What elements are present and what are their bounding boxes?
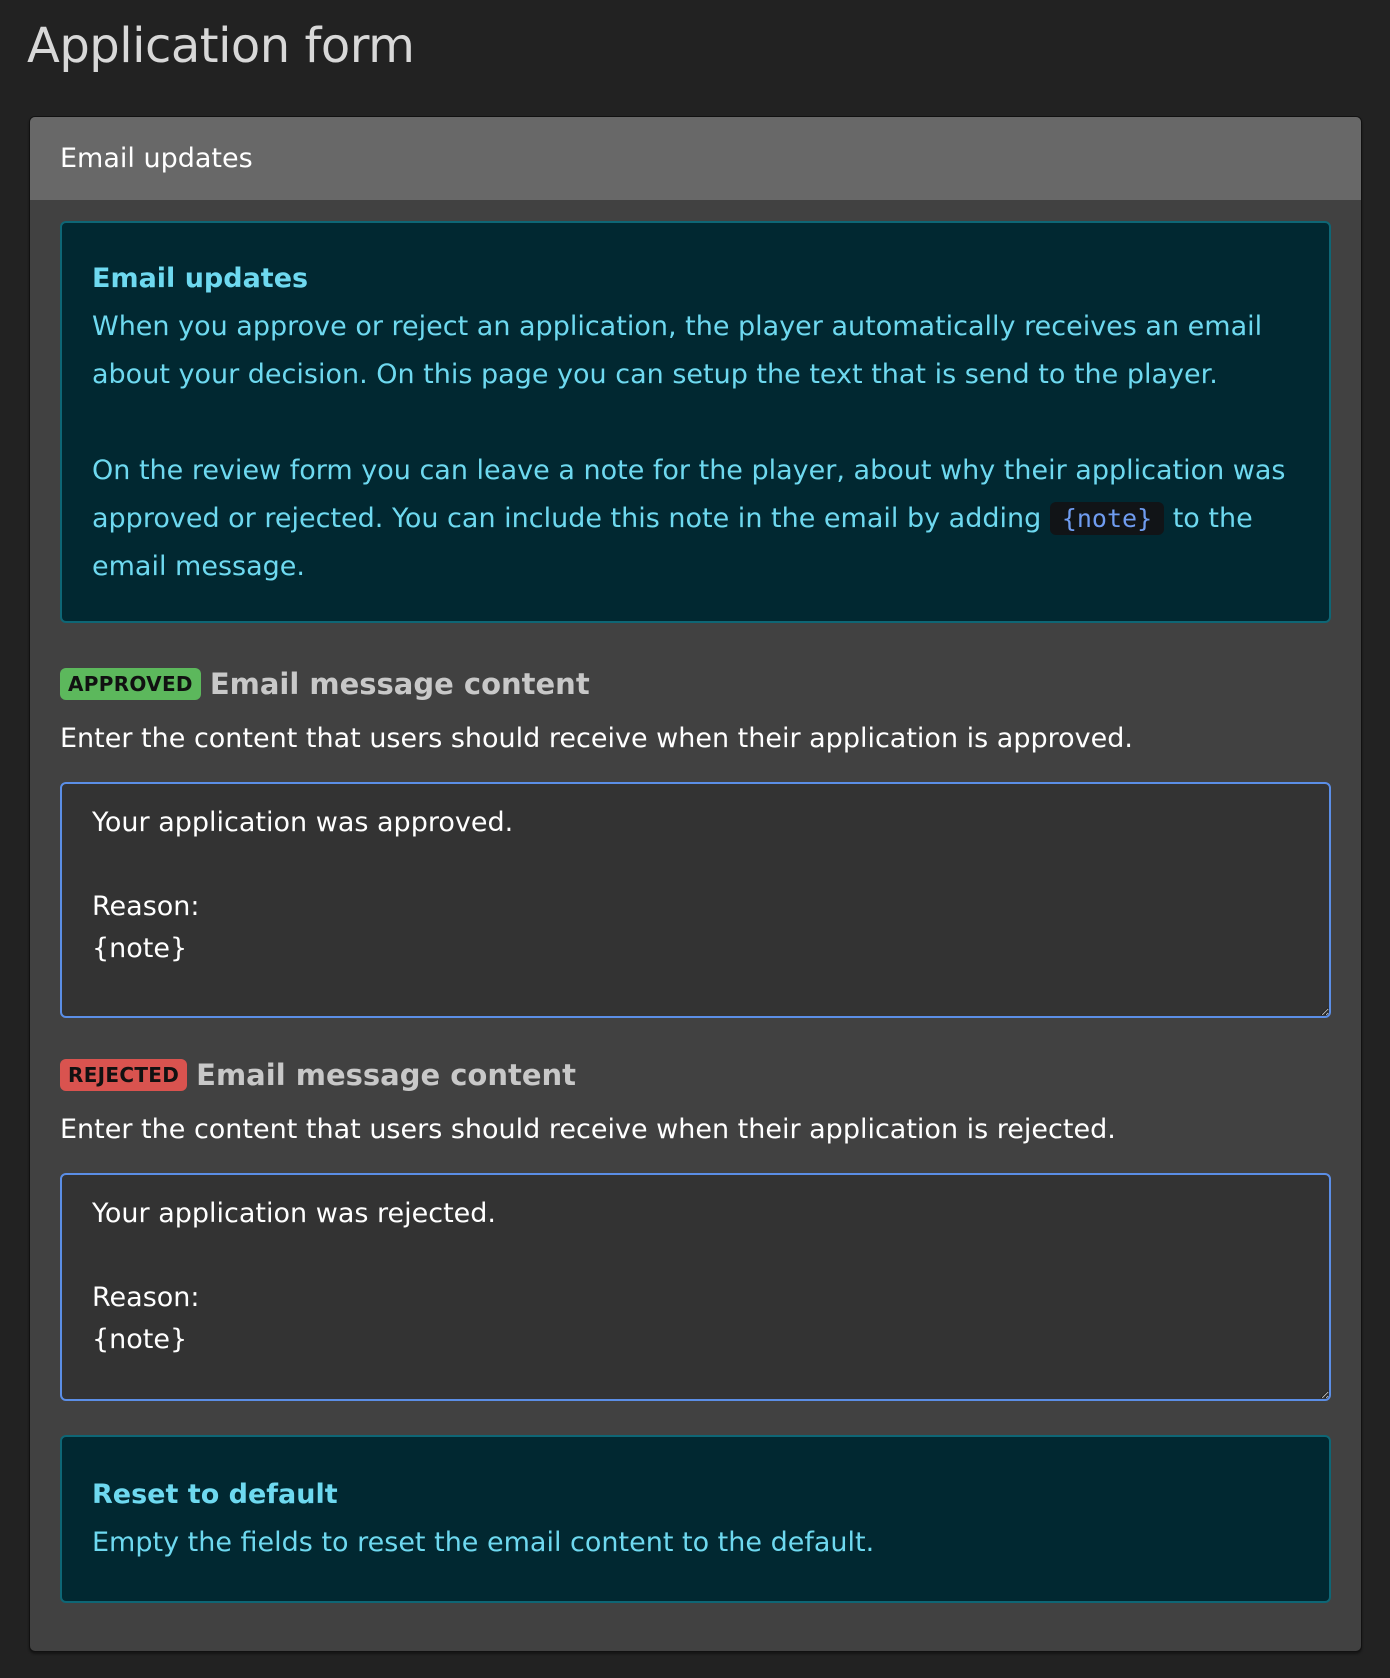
info-title: Email updates [92,263,309,294]
page-title: Application form [27,18,415,74]
rejected-email-textarea[interactable] [60,1173,1331,1401]
info-paragraph-2: On the review form you can leave a note for the player, about why their application was approved or rejected. You can include this note in the email by adding {note} to the email message. [92,455,1286,582]
approved-section-heading [60,667,1331,701]
rejected-section-heading [60,1058,1331,1092]
rejected-section-title: Email message content [196,1058,577,1092]
rejected-badge: REJECTED [60,1059,187,1091]
reset-info-box [60,1435,1331,1603]
rejected-description: Enter the content that users should receive when their application is rejected. [60,1114,1116,1145]
approved-email-textarea[interactable] [60,782,1331,1018]
reset-title: Reset to default [92,1479,338,1510]
panel-body [30,200,1361,1603]
panel-header: Email updates [30,117,1361,200]
email-updates-info-box [60,221,1331,623]
approved-badge: APPROVED [60,668,201,700]
info-paragraph-1: When you approve or reject an application, the player automatically receives an email about your decision. On this page you can setup the text that is send to the player. [92,311,1263,390]
note-placeholder-code: {note} [1050,502,1164,535]
approved-section-title: Email message content [209,667,590,701]
email-updates-panel [29,116,1362,1652]
approved-description: Enter the content that users should receive when their application is approved. [60,723,1133,754]
reset-text: Empty the fields to reset the email content to the default. [92,1527,875,1558]
